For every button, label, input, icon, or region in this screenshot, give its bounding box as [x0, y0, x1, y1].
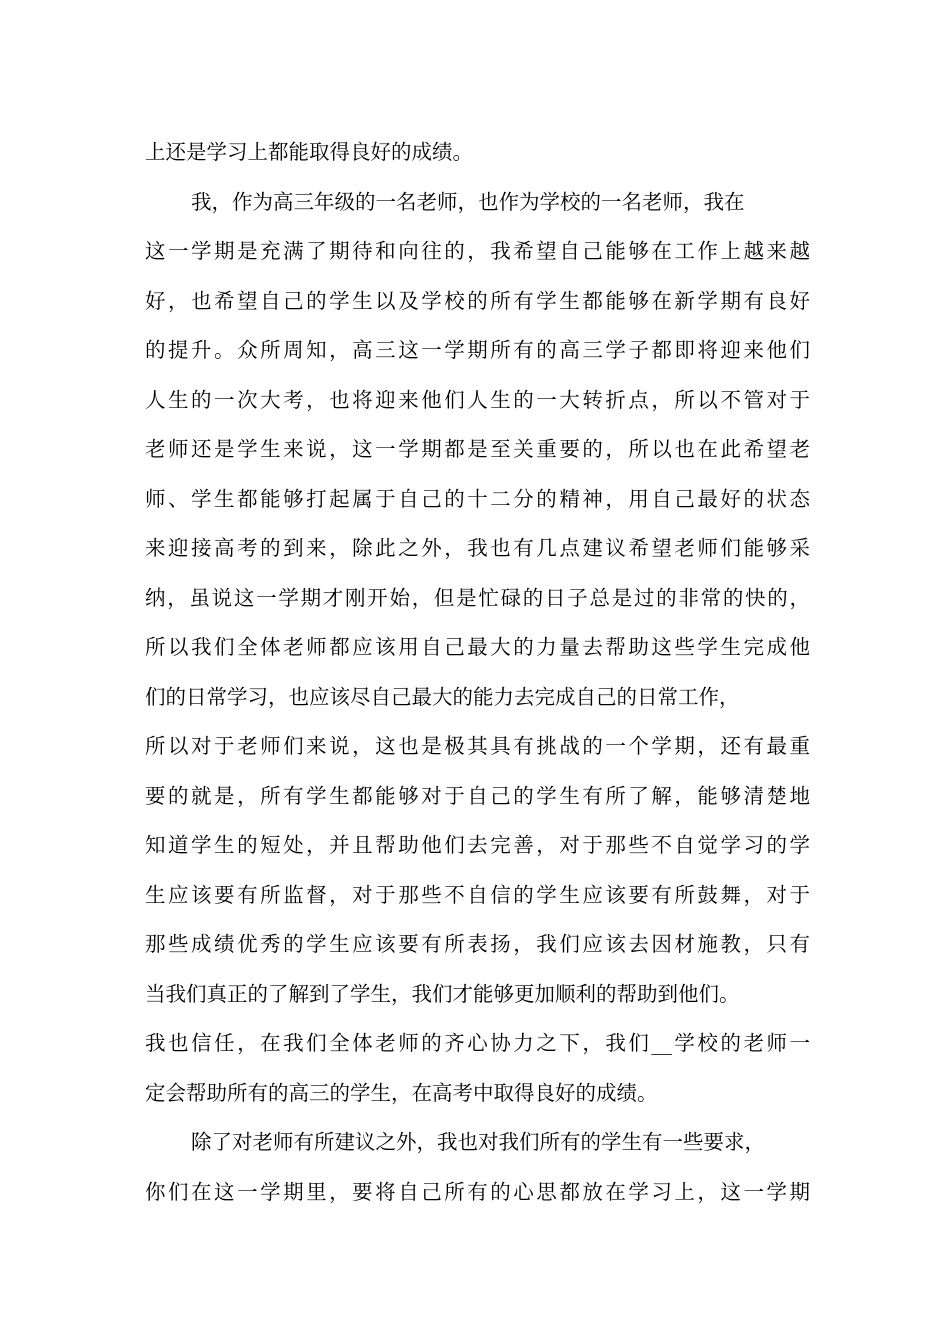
text-line: 知道学生的短处，并且帮助他们去完善，对于那些不自觉学习的学 — [145, 833, 810, 857]
body-text — [145, 128, 810, 1217]
text-line: 要的就是，所有学生都能够对于自己的学生有所了解，能够清楚地 — [145, 783, 810, 808]
text-line: 那些成绩优秀的学生应该要有所表扬，我们应该去因材施教，只有 — [145, 932, 810, 956]
text-line: 老师还是学生来说，这一学期都是至关重要的，所以也在此希望老 — [145, 437, 810, 461]
text-line: 上还是学习上都能取得良好的成绩。 — [145, 140, 473, 164]
text-line: 来迎接高考的到来，除此之外，我也有几点建议希望老师们能够采 — [145, 536, 810, 560]
text-line: 你们在这一学期里，要将自己所有的心思都放在学习上，这一学期 — [145, 1179, 810, 1204]
text-line: 们的日常学习，也应该尽自己最大的能力去完成自己的日常工作， — [145, 684, 740, 709]
text-line: 人生的一次大考，也将迎来他们人生的一大转折点，所以不管对于 — [145, 387, 810, 412]
text-line: 除了对老师有所建议之外，我也对我们所有的学生有一些要求， — [191, 1130, 765, 1154]
text-line: 我，作为高三年级的一名老师，也作为学校的一名老师，我在 — [191, 189, 745, 214]
text-line: 定会帮助所有的高三的学生，在高考中取得良好的成绩。 — [145, 1080, 658, 1105]
text-line: 生应该要有所监督，对于那些不自信的学生应该要有所鼓舞，对于 — [145, 882, 810, 907]
text-line: 当我们真正的了解到了学生，我们才能够更加顺利的帮助到他们。 — [145, 981, 740, 1006]
text-line: 的提升。众所周知，高三这一学期所有的高三学子都即将迎来他们 — [145, 338, 810, 362]
text-line: 这一学期是充满了期待和向往的，我希望自己能够在工作上越来越 — [145, 239, 810, 263]
text-line: 好，也希望自己的学生以及学校的所有学生都能够在新学期有良好 — [145, 288, 810, 313]
text-line: 所以对于老师们来说，这也是极其具有挑战的一个学期，还有最重 — [145, 734, 810, 758]
text-line: 纳，虽说这一学期才刚开始，但是忙碌的日子总是过的非常的快的， — [145, 585, 810, 610]
text-line: 我也信任，在我们全体老师的齐心协力之下，我们__学校的老师一 — [145, 1031, 810, 1055]
text-line: 师、学生都能够打起属于自己的十二分的精神，用自己最好的状态 — [145, 486, 810, 511]
text-line: 所以我们全体老师都应该用自己最大的力量去帮助这些学生完成他 — [145, 635, 810, 659]
